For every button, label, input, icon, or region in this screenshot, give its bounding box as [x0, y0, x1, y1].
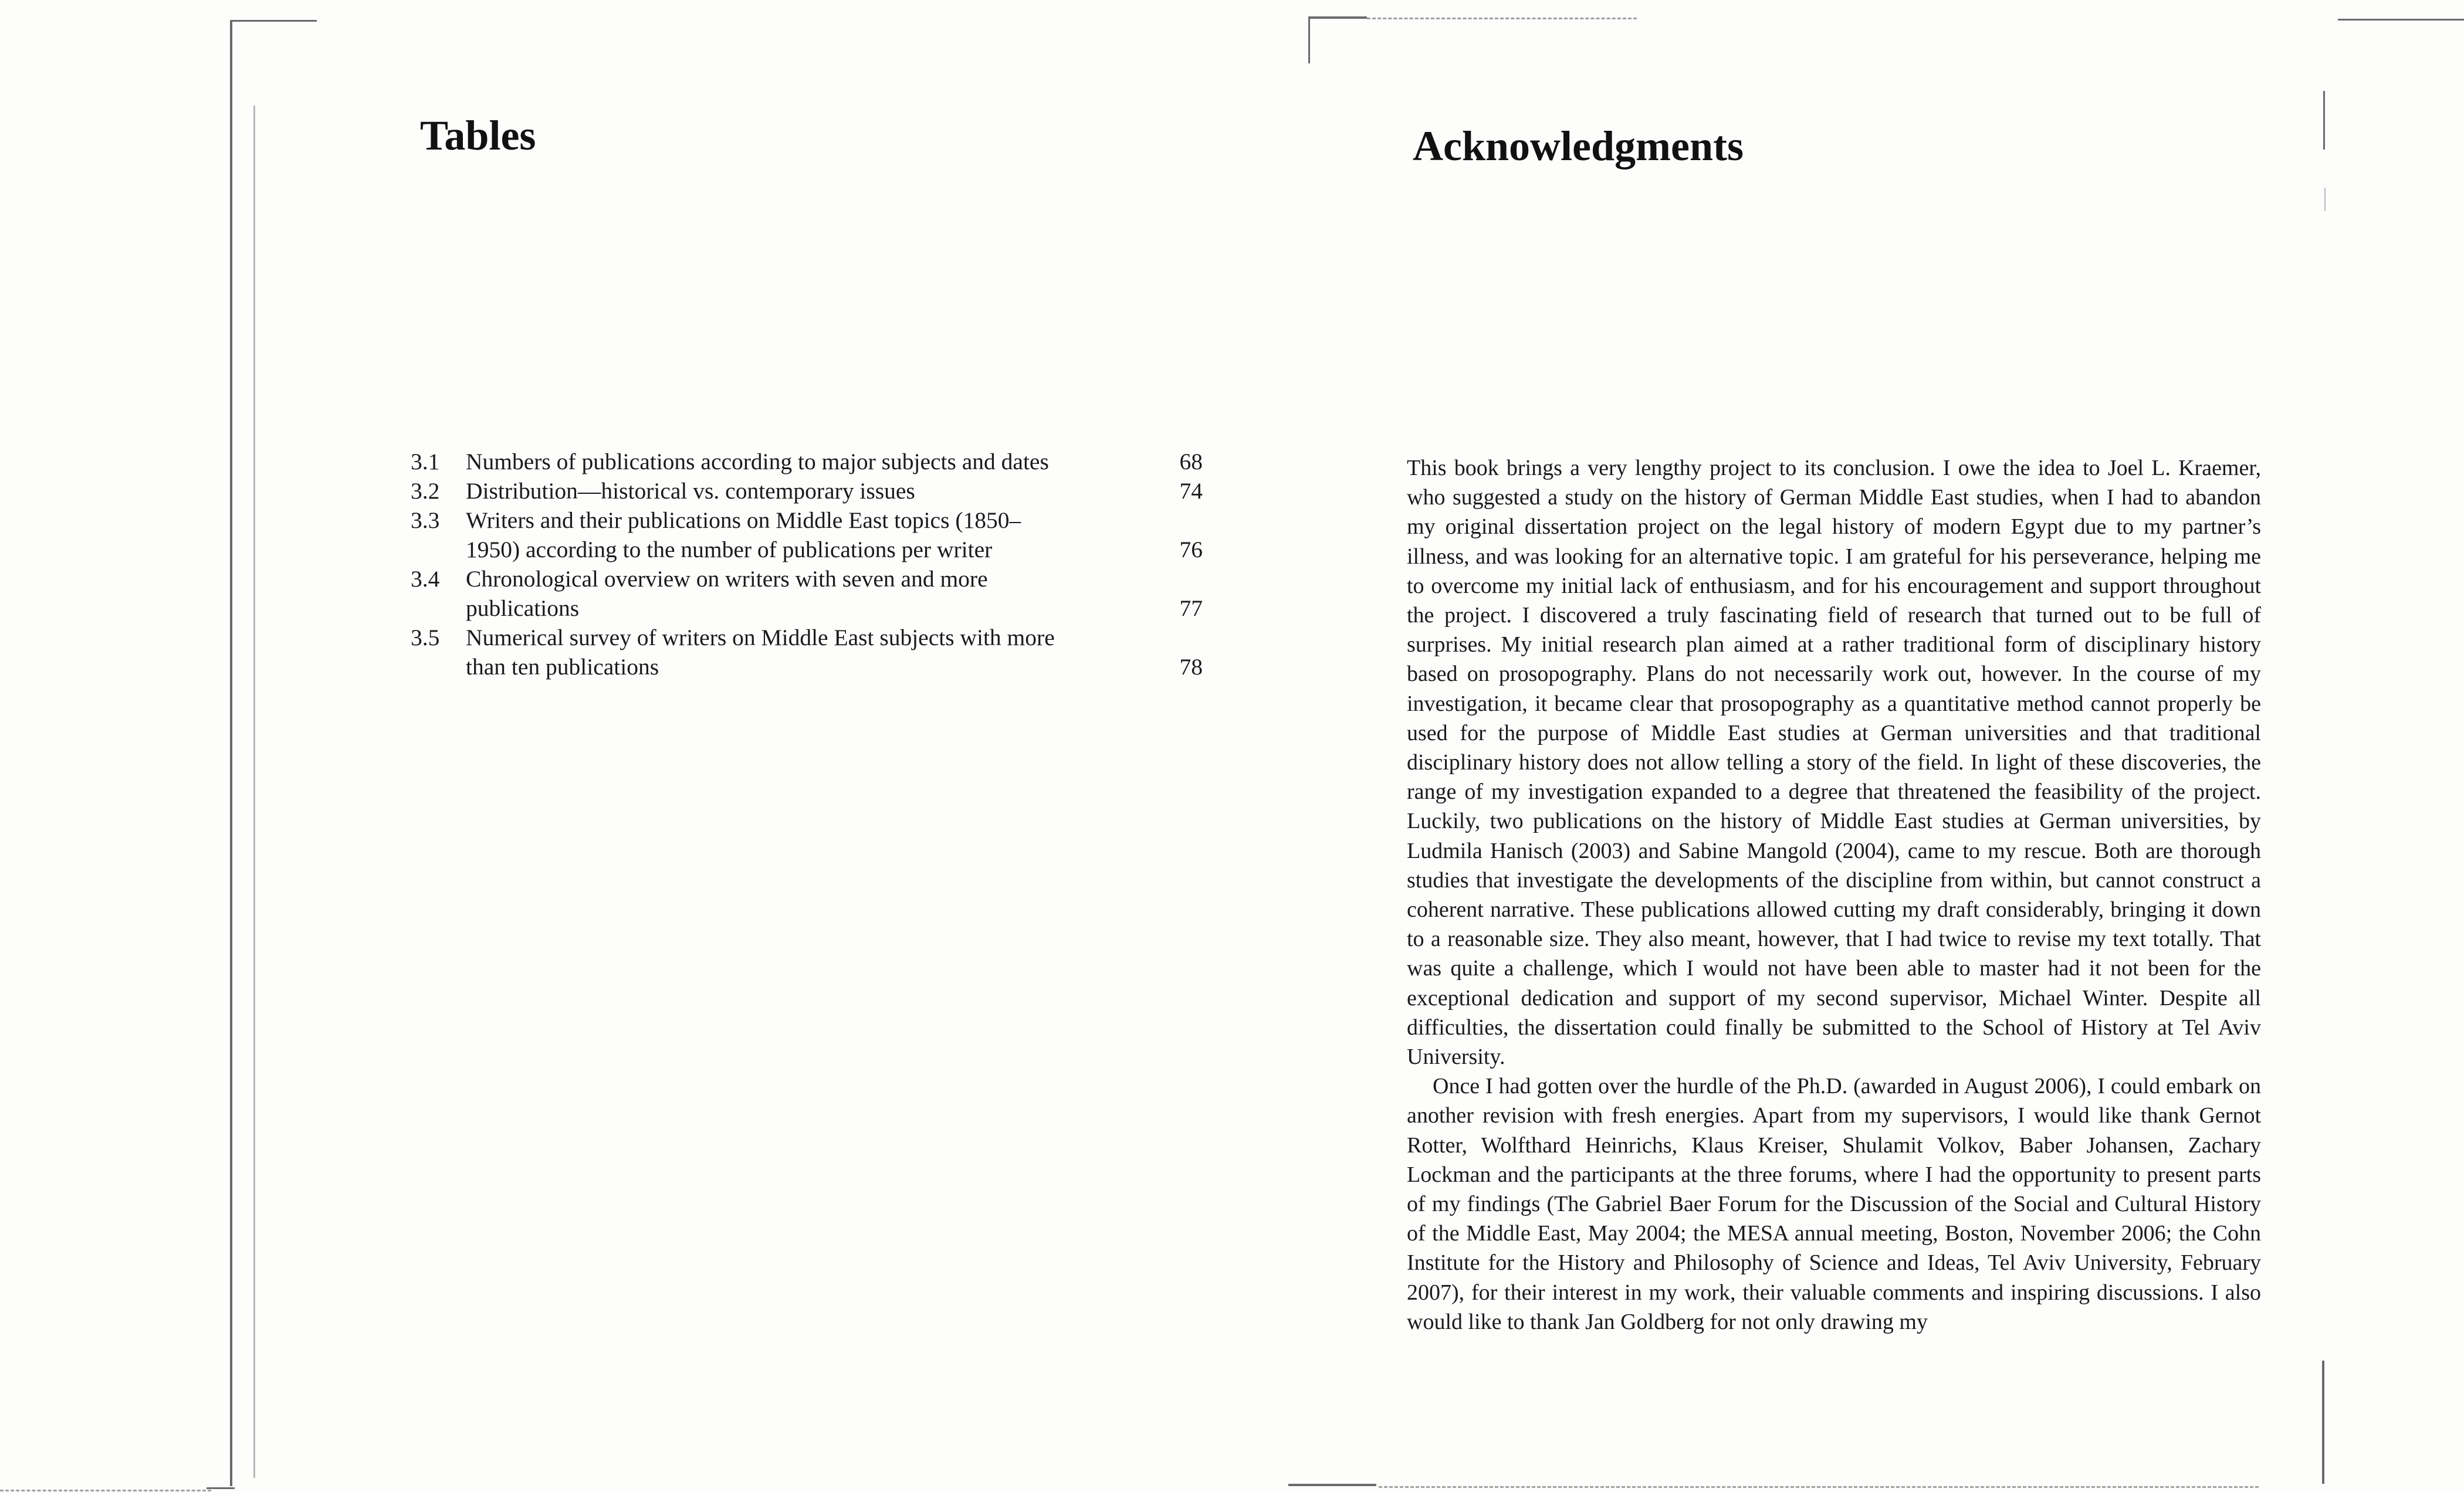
table-entry	[411, 506, 1214, 564]
table-number: 3.2	[411, 478, 440, 504]
table-title: Numerical survey of writers on Middle East subjects with more than ten publications	[466, 625, 1055, 680]
page-title: Tables	[420, 112, 536, 159]
acknowledgments-body	[1407, 453, 2261, 1337]
table-page-number: 76	[1179, 537, 1203, 562]
page-title: Acknowledgments	[1413, 123, 1744, 169]
table-number: 3.1	[411, 449, 440, 474]
table-number: 3.4	[411, 566, 440, 592]
table-entry	[411, 447, 1214, 476]
paragraph: Once I had gotten over the hurdle of the Ph.D. (awarded in August 2006), I could embark on another revision with fresh energies. Apart from my supervisors, I would like thank Gernot Rotter, Wolfthard Heinrichs, Klaus Kreiser, Shulamit Volkov, Baber Johansen, Zachary Lockman and the participants at the three forums, where I had the opportunity to present parts of my findings (The Gabriel Baer Forum for the Discussion of the Social and Cultural History of the Middle East, May 2004; the MESA annual meeting, Boston, November 2006; the Cohn Institute for the History and Philosophy of Science and Ideas, Tel Aviv University, February 2007), for their interest in my work, their valuable comments and inspiring discussions. I also would like to thank Jan Goldberg for not only drawing my	[1407, 1074, 2261, 1334]
table-entry	[411, 476, 1214, 506]
table-entry	[411, 623, 1214, 681]
tables-list	[411, 447, 1214, 681]
table-page-number: 77	[1179, 595, 1203, 621]
table-page-number: 74	[1179, 478, 1203, 504]
table-title: Writers and their publications on Middle East topics (1850–1950) according to the number of publications per writer	[466, 507, 1021, 562]
table-page-number: 68	[1179, 449, 1203, 474]
table-title: Distribution—historical vs. contemporary issues	[466, 478, 915, 504]
table-number: 3.3	[411, 507, 440, 533]
paragraph: This book brings a very lengthy project to its conclusion. I owe the idea to Joel L. Kraemer, who suggested a study on the history of German Middle East studies, when I had to abandon my original dissertation project on the legal history of modern Egypt due to my partner’s illness, and was looking for an alternative topic. I am grateful for his perseverance, helping me to overcome my initial lack of enthusiasm, and for his encouragement and support throughout the project. I discovered a truly fascinating field of research that turned out to be full of surprises. My initial research plan aimed at a rather traditional form of disciplinary history based on prosopography. Plans do not necessarily work out, however. In the course of my investigation, it became clear that prosopography as a quantitative method cannot properly be used for the purpose of Middle East studies at German universities and that traditional disciplinary history does not allow telling a story of the field. In light of these discoveries, the range of my investigation expanded to a degree that threatened the feasibility of the project. Luckily, two publications on the history of Middle East studies at German universities, by Ludmila Hanisch (2003) and Sabine Mangold (2004), came to my rescue. Both are thorough studies that investigate the developments of the discipline from within, but cannot construct a coherent narrative. These publications allowed cutting my draft considerably, bringing it down to a reasonable size. They also meant, however, that I had twice to revise my text totally. That was quite a challenge, which I would not have been able to master had it not been for the exceptional dedication and support of my second supervisor, Michael Winter. Despite all difficulties, the dissertation could finally be submitted to the School of History at Tel Aviv University.	[1407, 456, 2261, 1070]
table-entry	[411, 564, 1214, 623]
table-title: Chronological overview on writers with seven and more publications	[466, 566, 988, 621]
right-page	[1232, 0, 2464, 1492]
table-number: 3.5	[411, 625, 440, 650]
table-page-number: 78	[1179, 654, 1203, 680]
table-title: Numbers of publications according to major subjects and dates	[466, 449, 1049, 474]
